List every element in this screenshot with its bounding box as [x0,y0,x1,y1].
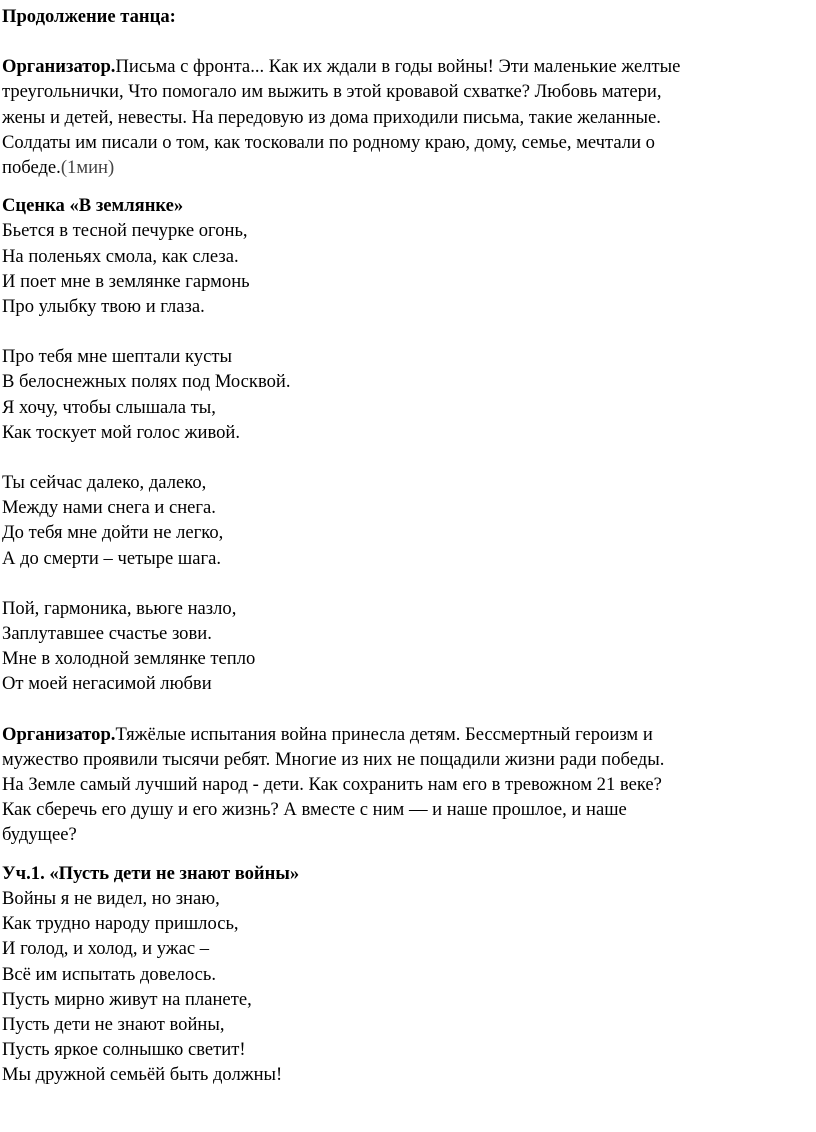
speaker-label: Организатор. [2,56,116,78]
dance-heading: Продолжение танца: [2,6,176,27]
spacer [2,29,802,54]
paragraph-line: будущее? [2,824,77,846]
duration-note: (1мин) [60,157,115,179]
verse-line: Как трудно народу пришлось, [2,913,239,935]
paragraph-line: мужество проявили тысячи ребят. Многие из них не пощадили жизни ради победы. [2,748,665,770]
verse-line: Как тоскует мой голос живой. [2,421,240,443]
spacer [2,319,802,344]
stanza [2,470,802,571]
spacer [2,848,802,861]
stanza [2,218,802,319]
spacer [2,445,802,470]
verse-line: Про улыбку твою и глаза. [2,296,205,318]
paragraph-line: Письма с фронта... Как их ждали в годы войны! Эти маленькие желтые [115,56,681,78]
verse-line: Пусть яркое солнышко светит! [2,1039,246,1061]
verse-line: В белоснежных полях под Москвой. [2,371,291,393]
verse-line: И голод, и холод, и ужас – [2,938,210,960]
paragraph-line: Как сберечь его душу и его жизнь? А вместе с ним — и наше прошлое, и наше [2,799,627,821]
verse-line: Всё им испытать довелось. [2,963,217,985]
verse-line: Между нами снега и снега. [2,497,216,519]
paragraph-line: Солдаты им писали о том, как тосковали по родному краю, дому, семье, мечтали о [2,131,655,153]
paragraph-line: жены и детей, невесты. На передовую из дома приходили письма, такие желанные. [2,106,661,128]
poem-title: Уч.1. «Пусть дети не знают войны» [2,862,300,884]
organizer-paragraph-2 [2,722,802,848]
verse-line: Пусть мирно живут на планете, [2,988,252,1010]
paragraph-line: победе. [2,157,61,179]
paragraph-line: Тяжёлые испытания война принесла детям. Бессмертный героизм и [115,723,653,745]
verse-line: От моей негасимой любви [2,673,212,695]
verse-line: Про тебя мне шептали кусты [2,346,232,368]
verse-line: Мне в холодной землянке тепло [2,648,256,670]
spacer [2,571,802,596]
organizer-paragraph-1 [2,54,802,180]
verse-line: А до смерти – четыре шага. [2,547,221,569]
verse-line: На поленьях смола, как слеза. [2,245,239,267]
paragraph-line: треугольнички, Что помогало им выжить в этой кровавой схватке? Любовь матери, [2,81,662,103]
verse-line: Мы дружной семьёй быть должны! [2,1064,283,1086]
verse-line: И поет мне в землянке гармонь [2,270,250,292]
stanza [2,344,802,445]
paragraph-line: На Земле самый лучший народ - дети. Как сохранить нам его в тревожном 21 веке? [2,774,662,796]
stanza [2,596,802,697]
scene-title: Сценка «В землянке» [2,195,184,217]
verse-line: Я хочу, чтобы слышала ты, [2,396,216,418]
poem-block [2,861,802,1088]
scene-block [2,193,802,696]
verse-line: Заплутавшее счастье зови. [2,623,212,645]
spacer [2,180,802,193]
speaker-label: Организатор. [2,723,116,745]
verse-line: Пусть дети не знают войны, [2,1013,225,1035]
spacer [2,697,802,722]
verse-line: Бьется в тесной печурке огонь, [2,220,248,242]
verse-line: Пой, гармоника, вьюге назло, [2,597,237,619]
verse-line: Ты сейчас далеко, далеко, [2,472,207,494]
verse-line: До тебя мне дойти не легко, [2,522,224,544]
verse-line: Войны я не видел, но знаю, [2,887,220,909]
